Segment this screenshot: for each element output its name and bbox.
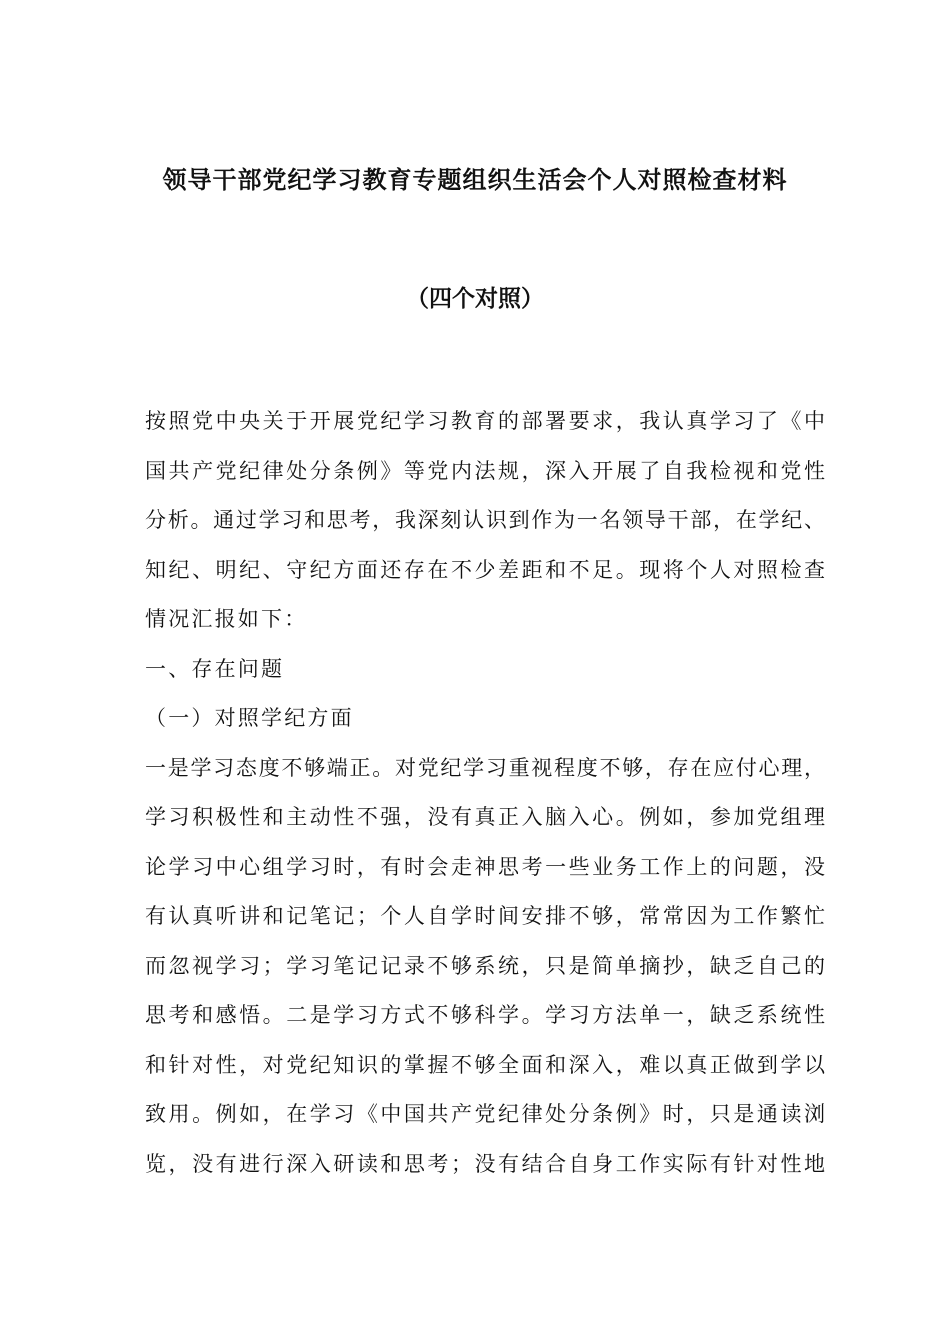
document-title: 领导干部党纪学习教育专题组织生活会个人对照检查材料 xyxy=(162,165,788,194)
body-line: 知纪、明纪、守纪方面还存在不少差距和不足。现将个人对照检查 xyxy=(145,557,825,582)
document-body xyxy=(145,397,825,1189)
body-line: 而忽视学习；学习笔记记录不够系统，只是简单摘抄，缺乏自己的 xyxy=(145,953,825,978)
body-line: 和针对性，对党纪知识的掌握不够全面和深入，难以真正做到学以 xyxy=(145,1052,825,1077)
body-line: 思考和感悟。二是学习方式不够科学。学习方法单一，缺乏系统性 xyxy=(145,1003,825,1027)
body-line: 一是学习态度不够端正。对党纪学习重视程度不够，存在应付心理， xyxy=(145,755,825,780)
body-line: 情况汇报如下： xyxy=(145,607,308,631)
body-line: 分析。通过学习和思考，我深刻认识到作为一名领导干部，在学纪、 xyxy=(145,508,825,532)
body-line: 有认真听讲和记笔记；个人自学时间安排不够，常常因为工作繁忙 xyxy=(145,904,825,928)
section-heading: 一、存在问题 xyxy=(145,656,285,681)
body-line: 国共产党纪律处分条例》等党内法规，深入开展了自我检视和党性 xyxy=(145,458,825,483)
body-line: 致用。例如，在学习《中国共产党纪律处分条例》时，只是通读浏 xyxy=(145,1102,825,1126)
body-line: 学习积极性和主动性不强，没有真正入脑入心。例如，参加党组理 xyxy=(145,805,825,829)
body-line: 论学习中心组学习时，有时会走神思考一些业务工作上的问题，没 xyxy=(145,854,825,879)
body-line: 览，没有进行深入研读和思考；没有结合自身工作实际有针对性地 xyxy=(145,1151,825,1176)
body-line: 按照党中央关于开展党纪学习教育的部署要求，我认真学习了《中 xyxy=(145,409,825,433)
document-subtitle: （四个对照） xyxy=(406,285,544,312)
subsection-heading: （一）对照学纪方面 xyxy=(145,706,354,730)
